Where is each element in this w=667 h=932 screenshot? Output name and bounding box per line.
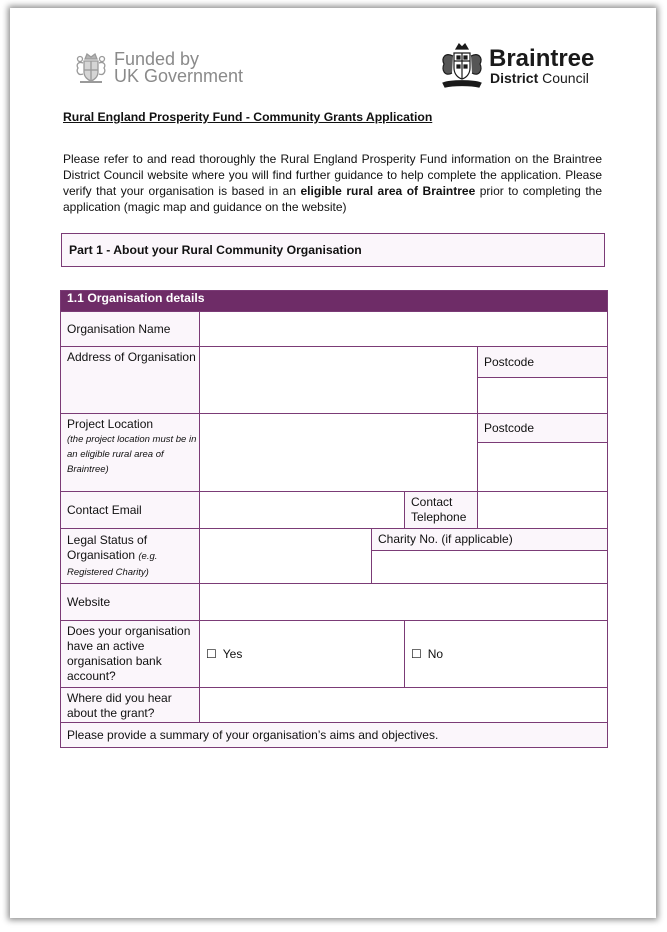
council-subtitle: District Council: [490, 70, 589, 86]
organisation-details-table: [60, 290, 608, 748]
address-postcode-field[interactable]: [478, 378, 608, 414]
website-label: Website: [61, 584, 200, 621]
project-location-field[interactable]: [200, 414, 478, 492]
council-name: Braintree: [489, 45, 595, 72]
legal-status-label: Legal Status of Organisation (e.g. Registered Charity): [61, 529, 200, 584]
contact-telephone-field[interactable]: [478, 492, 608, 529]
hear-about-label: Where did you hear about the grant?: [61, 688, 200, 723]
royal-crest-icon: [74, 50, 108, 86]
project-location-note: (the project location must be in an eligible rural area of Braintree): [67, 434, 197, 475]
address-field[interactable]: [200, 347, 478, 414]
intro-paragraph: Please refer to and read thoroughly the Rural England Prosperity Fund information on the Braintree District Council website where you will find further guidance to help complete the application. Please verify that your organisation is based in an eligible rural area of Braintree prior to completing the application (magic map and guidance on the website): [63, 152, 602, 214]
legal-status-field[interactable]: [200, 529, 372, 584]
charity-no-field[interactable]: [372, 551, 608, 584]
braintree-council-logo: [437, 42, 594, 90]
yes-label: Yes: [222, 646, 243, 661]
contact-telephone-label: Contact Telephone: [405, 492, 478, 529]
hear-about-field[interactable]: [200, 688, 608, 723]
document-title: Rural England Prosperity Fund - Community Grants Application: [63, 110, 433, 124]
council-crest-icon: [437, 42, 487, 90]
contact-email-label: Contact Email: [61, 492, 200, 529]
checkbox-icon[interactable]: ☐: [206, 646, 217, 661]
bank-account-question: Does your organisation have an active organisation bank account?: [61, 621, 200, 688]
bank-no-option[interactable]: [405, 621, 608, 688]
org-name-label: Organisation Name: [61, 312, 200, 347]
bank-yes-option[interactable]: [200, 621, 405, 688]
checkbox-icon[interactable]: ☐: [411, 646, 422, 661]
address-postcode-label: Postcode: [478, 347, 608, 378]
legal-status-note: (e.g. Registered Charity): [67, 551, 158, 578]
funded-by-uk-government-logo: [74, 50, 243, 86]
project-location-label: Project Location (the project location must be in an eligible rural area of Braintree): [61, 414, 200, 492]
project-postcode-label: Postcode: [478, 414, 608, 443]
summary-prompt: Please provide a summary of your organisation’s aims and objectives.: [61, 723, 608, 748]
funded-by-text: Funded by: [114, 49, 200, 69]
website-field[interactable]: [200, 584, 608, 621]
uk-government-text: UK Government: [114, 66, 244, 86]
address-label: Address of Organisation: [61, 347, 200, 414]
section-heading: 1.1 Organisation details: [61, 291, 608, 312]
part1-heading: Part 1 - About your Rural Community Organisation: [61, 233, 605, 267]
project-postcode-field[interactable]: [478, 443, 608, 492]
no-label: No: [427, 646, 444, 661]
charity-no-label: Charity No. (if applicable): [372, 529, 608, 551]
contact-email-field[interactable]: [200, 492, 405, 529]
org-name-field[interactable]: [200, 312, 608, 347]
